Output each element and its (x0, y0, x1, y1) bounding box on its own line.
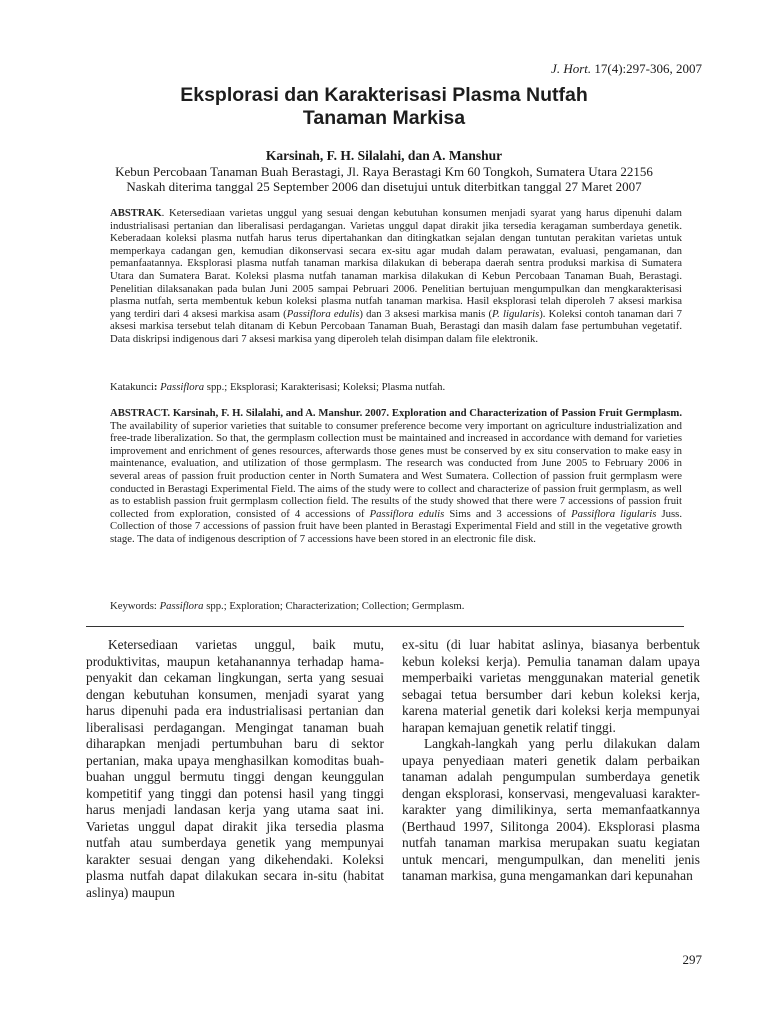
abstrak-text-1: . Ketersediaan varietas unggul yang sesuai dengan kebutuhan konsumen menjadi syarat yang harus dipenuhi dalam industrialisasi pertanian dan liberalisasi perdagangan. Varietas unggul dapat dirakit jika tersedia keragaman sumberdaya genetik. Keberadaan koleksi plasma nutfah harus terus dipertahankan dan ditingkatkan sejalan dengan tuntutan perakitan varietas untuk memperkaya cadangan gen, kemudian dikonservasi secara ex-situ agar mudah dalam perawatan, evaluasi, pengamanan, dan pemanfaatannya. Eksplorasi plasma nutfah tanaman markisa dilakukan di beberapa daerah sentra produksi markisa di Sumatera Utara dan Sumatera Barat. Koleksi plasma nutfah tanaman markisa dilakukan di Kebun Percobaan Tanaman Buah, Berastagi. Penelitian dilaksanakan pada bulan Juni 2005 sampai Pebruari 2006. Penelitian bertujuan mengumpulkan dan mengkarakterisasi plasma nutfah, serta membentuk kebun koleksi plasma nutfah tanaman markisa. Hasil eksplorasi telah diperoleh 7 aksesi markisa yang terdiri dari 4 aksesi markisa asam ( (110, 207, 682, 320)
article-title-line-2: Tanaman Markisa (302, 107, 466, 129)
journal-volume-pages: 17(4):297-306, 2007 (591, 61, 702, 76)
katakunci (110, 381, 682, 394)
author-list: Karsinah, F. H. Silalahi, dan A. Manshur (265, 148, 503, 163)
affiliation-address: Kebun Percobaan Tanaman Buah Berastagi, Jl. Raya Berastagi Km 60 Tongkoh, Sumatera Utara 22156 (115, 164, 653, 179)
submission-dates: Naskah diterima tanggal 25 September 2006 dan disetujui untuk diterbitkan tanggal 27 Maret 2007 (126, 179, 642, 194)
abstract-text-2: Sims and 3 accessions of (444, 507, 572, 520)
body-column-left (86, 637, 384, 901)
keywords-terms: spp.; Exploration; Characterization; Collection; Germplasm. (203, 600, 465, 612)
keywords-label: Keywords: (110, 600, 160, 612)
body-column-right (402, 637, 700, 885)
abstrak-text-2: ) dan 3 aksesi markisa manis ( (359, 307, 492, 320)
journal-citation (551, 61, 702, 77)
abstract-species-2: Passiflora ligularis (571, 507, 657, 520)
abstract-text-3: Juss. Collection of those 7 accessions of passion fruit have been planted in Berastagi Experimental Field and still in the vegetative growth stage. The data of indigenous description of 7 accessions have been stored in an electronic file disk. (110, 507, 682, 545)
keywords-genus: Passiflora (159, 600, 204, 612)
abstract-heading: ABSTRACT. Karsinah, F. H. Silalahi, and A. Manshur. 2007. Exploration and Characterization of Passion Fruit Germplasm. (110, 407, 682, 419)
section-divider (86, 626, 684, 627)
abstract-english (110, 407, 682, 546)
abstract-species-1: Passiflora edulis (369, 507, 445, 520)
katakunci-genus: Passiflora (160, 381, 205, 393)
article-title (84, 84, 684, 130)
abstract-text-1: The availability of superior varieties that suitable to consumer preference become very important on agriculture industrialization and free-trade liberalization. So that, the germplasm collection must be maintained and increased in accordance with demand for varieties improvement and enrichment of genes resources, afterwards those genes must be conserved by ex situ conservation to make easy in maintenance, evaluation, and utilization of those germplasm. The research was conducted from June 2005 to February 2006 in several areas of passion fruit production center in North Sumatera and West Sumatera. Collection of passion fruit germplasm were conducted in Berastagi Experimental Field. The aims of the study were to collect and characterize of passion fruit germplasm, as well as to establish passion fruit germplasm collection field. The results of the study showed that there were 7 accessions of passion fruit collected from exploration, consisted of 4 accessions of (110, 419, 682, 520)
abstrak-species-2: P. ligularis (492, 307, 540, 320)
katakunci-terms: spp.; Eksplorasi; Karakterisasi; Koleksi; Plasma nutfah. (204, 381, 446, 393)
abstrak-text-3: ). Koleksi contoh tanaman dari 7 aksesi markisa tersebut telah ditanam di Kebun Percobaan Tanaman Buah, Berastagi dan masih dalam fase pertumbuhan vegetatif. Data diskripsi indigenous dari 7 aksesi markisa yang diperoleh telah disimpan dalam file elektronik. (110, 307, 682, 345)
abstrak-label: ABSTRAK (110, 207, 162, 219)
page-number: 297 (682, 952, 702, 967)
body-paragraph: Ketersediaan varietas unggul, baik mutu, produktivitas, maupun ketahanannya terhadap hama-penyakit dan cekaman lingkungan, serta yang sesuai dengan kebutuhan konsumen, menjadi syarat yang harus dipenuhi pada era industrialisasi pertanian dan liberalisasi perdagangan. Mengingat tanaman buah diharapkan menjadi pertumbuhan baru di sektor pertanian, maka upaya menghasilkan komoditas buah-buahan unggul bermutu tinggi dengan keunggulan kompetitif yang tinggi dan potensi hasil yang tinggi harus menjadi landasan kerja yang utama saat ini. Varietas unggul dapat dirakit jika tersedia plasma nutfah atau sumberdaya genetik yang mempunyai karakter sesuai dengan yang dikehendaki. Koleksi plasma nutfah dapat dilakukan secara in-situ (habitat aslinya) maupun (86, 637, 384, 900)
body-paragraph: Langkah-langkah yang perlu dilakukan dalam upaya penyediaan materi genetik dalam perbaikan tanaman adalah pengumpulan sumberdaya genetik dengan eksplorasi, konservasi, mengevaluasi karakter-karakter yang dimilikinya, serta memanfaatkannya (Berthaud 1997, Silitonga 2004). Eksplorasi plasma nutfah tanaman markisa merupakan suatu kegiatan untuk mencari, mengumpulkan, dan meneliti jenis tanaman markisa, guna mengamankan dari kepunahan (402, 736, 700, 883)
article-title-line-1: Eksplorasi dan Karakterisasi Plasma Nutfah (180, 84, 588, 106)
body-paragraph: ex-situ (di luar habitat aslinya, biasanya berbentuk kebun koleksi kerja). Pemulia tanaman dalam upaya memperbaiki varietas menggunakan material genetik sebagai tetua bersumber dari kebun koleksi kerja, karena material genetik dari koleksi kerja mempunyai harapan kemajuan genetik relatif tinggi. (402, 637, 700, 735)
keywords (110, 600, 682, 613)
katakunci-colon: : (153, 381, 161, 393)
abstrak-indonesian (110, 207, 682, 346)
abstrak-species-1: Passiflora edulis (286, 307, 360, 320)
journal-name: J. Hort. (551, 61, 592, 76)
katakunci-label: Katakunci (110, 381, 154, 393)
affiliation (84, 164, 684, 194)
